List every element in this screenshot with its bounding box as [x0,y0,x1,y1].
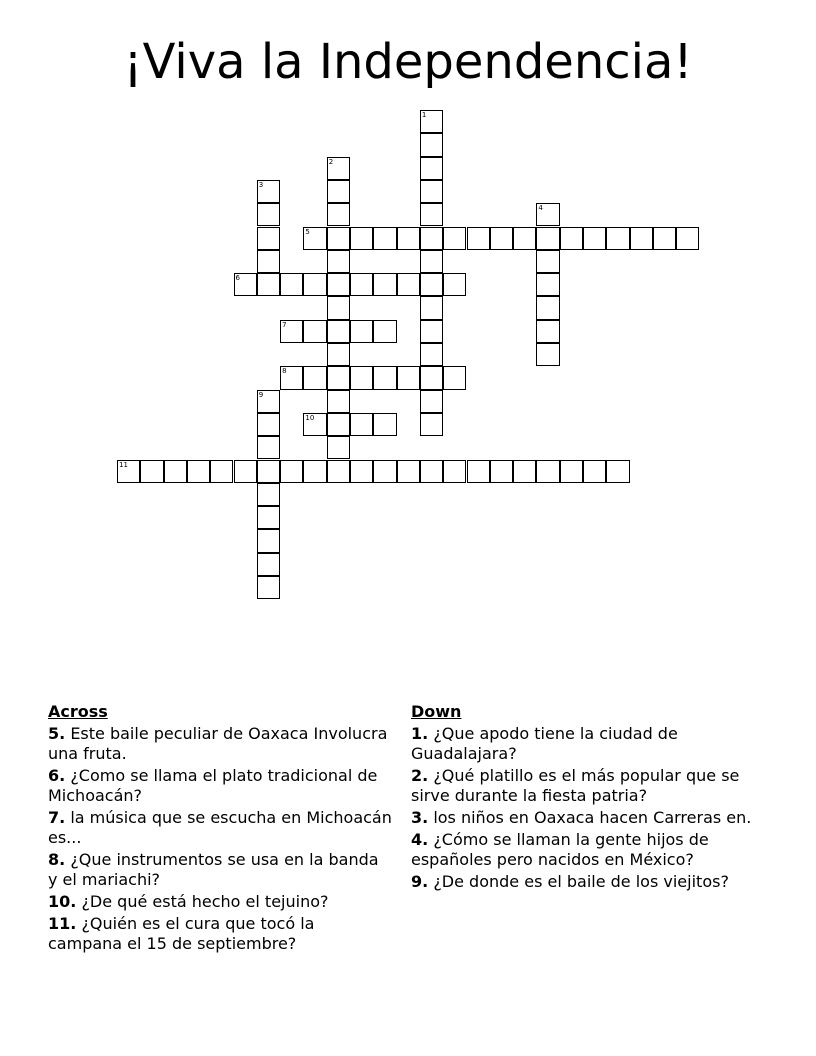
grid-cell [257,227,280,250]
grid-cell [140,460,163,483]
down-clue-4 [411,830,756,870]
grid-cell [303,413,326,436]
grid-cell [210,460,233,483]
down-heading: Down [411,702,462,721]
grid-cell [303,460,326,483]
across-heading: Across [48,702,108,721]
grid-cell [397,366,420,389]
grid-cell [303,366,326,389]
grid-cell [536,227,559,250]
grid-cell [327,366,350,389]
clue-text: ¿De qué está hecho el tejuino? [81,892,329,911]
grid-cell [350,227,373,250]
cell-number: 8 [282,367,287,376]
grid-cell [373,227,396,250]
across-clue-5 [48,724,393,764]
clue-number: 2. [411,766,429,785]
cell-number: 3 [258,180,264,189]
grid-cell [443,366,466,389]
grid-cell [373,320,396,343]
grid-cell [420,250,443,273]
grid-cell [257,413,280,436]
clue-number: 7. [48,808,66,827]
grid-cell [280,320,303,343]
grid-cell [280,366,303,389]
grid-cell [420,227,443,250]
grid-cell [467,227,490,250]
clue-number: 1. [411,724,429,743]
grid-cell [560,227,583,250]
grid-cell [257,250,280,273]
clue-text: ¿De donde es el baile de los viejitos? [433,872,729,891]
grid-cell [536,460,559,483]
across-clues [48,702,393,956]
grid-cell [513,227,536,250]
cell-number: 9 [258,390,264,399]
grid-cell [257,483,280,506]
grid-cell [630,227,653,250]
down-clue-9 [411,872,756,892]
grid-cell [536,320,559,343]
grid-cell [257,390,280,413]
across-clue-6 [48,766,393,806]
grid-cell [420,320,443,343]
grid-cell [257,553,280,576]
grid-cell [327,296,350,319]
down-clue-3 [411,808,756,828]
grid-cell [327,390,350,413]
cell-number: 4 [538,204,543,213]
grid-cell [606,227,629,250]
grid-cell [303,227,326,250]
grid-cell [234,460,257,483]
grid-cell [327,157,350,180]
grid-cell [420,203,443,226]
grid-cell [350,413,373,436]
grid-cell [373,366,396,389]
clue-number: 8. [48,850,66,869]
clue-text: ¿Que apodo tiene la ciudad de Guadalajara? [411,724,678,763]
grid-cell [257,436,280,459]
down-clues [411,702,756,894]
down-clue-1 [411,724,756,764]
grid-cell [583,227,606,250]
grid-cell [443,227,466,250]
cell-number: 2 [328,157,334,166]
grid-cell [327,227,350,250]
cell-number: 10 [305,413,315,422]
grid-cell [676,227,699,250]
grid-cell [420,296,443,319]
grid-cell [257,273,280,296]
clue-text: ¿Como se llama el plato tradicional de Michoacán? [48,766,378,805]
grid-cell [653,227,676,250]
grid-cell [327,180,350,203]
grid-cell [257,203,280,226]
grid-cell [327,250,350,273]
grid-cell [560,460,583,483]
clue-number: 9. [411,872,429,891]
grid-cell [443,273,466,296]
grid-cell [327,460,350,483]
grid-cell [606,460,629,483]
grid-cell [490,460,513,483]
grid-cell [187,460,210,483]
grid-cell [350,460,373,483]
cell-number: 1 [421,111,427,119]
across-clue-7 [48,808,393,848]
grid-cell [257,576,280,599]
clue-text: la música que se escucha en Michoacán es... [48,808,392,847]
grid-cell [327,413,350,436]
cell-number: 6 [235,274,240,283]
across-clue-10 [48,892,393,912]
grid-cell [536,203,559,226]
grid-cell [420,273,443,296]
grid-cell [420,110,443,133]
grid-cell [513,460,536,483]
grid-cell [373,460,396,483]
grid-cell [397,227,420,250]
grid-cell [327,203,350,226]
clue-number: 4. [411,830,429,849]
clue-number: 6. [48,766,66,785]
grid-cell [257,180,280,203]
grid-cell [536,250,559,273]
grid-cell [350,366,373,389]
grid-cell [583,460,606,483]
grid-cell [443,460,466,483]
clue-number: 10. [48,892,77,911]
grid-cell [280,273,303,296]
grid-cell [397,460,420,483]
grid-cell [350,273,373,296]
grid-cell [117,460,140,483]
cell-number: 5 [305,227,310,236]
grid-cell [327,436,350,459]
cell-number: 11 [119,460,128,469]
grid-cell [257,506,280,529]
grid-cell [257,460,280,483]
grid-cell [280,460,303,483]
across-clue-11 [48,914,393,954]
grid-cell [467,460,490,483]
grid-cell [164,460,187,483]
clue-number: 3. [411,808,429,827]
grid-cell [397,273,420,296]
clue-text: ¿Cómo se llaman la gente hijos de españoles pero nacidos en México? [411,830,709,869]
clue-number: 5. [48,724,66,743]
grid-cell [420,157,443,180]
clue-text: Este baile peculiar de Oaxaca Involucra una fruta. [48,724,388,763]
cell-number: 7 [282,320,287,329]
grid-cell [536,343,559,366]
grid-cell [420,180,443,203]
grid-cell [420,390,443,413]
grid-cell [420,413,443,436]
grid-cell [490,227,513,250]
clue-text: ¿Quién es el cura que tocó la campana el 15 de septiembre? [48,914,315,953]
grid-cell [373,273,396,296]
clue-number: 11. [48,914,77,933]
grid-cell [327,273,350,296]
grid-cell [420,366,443,389]
down-clue-2 [411,766,756,806]
grid-cell [303,273,326,296]
clue-text: los niños en Oaxaca hacen Carreras en. [433,808,752,827]
grid-cell [536,273,559,296]
grid-cell [327,320,350,343]
clue-text: ¿Que instrumentos se usa en la banda y el mariachi? [48,850,379,889]
grid-cell [373,413,396,436]
grid-cell [420,133,443,156]
grid-cell [234,273,257,296]
page-title: ¡Viva la Independencia! [123,34,693,90]
grid-cell [350,320,373,343]
grid-cell [303,320,326,343]
grid-cell [536,296,559,319]
grid-cell [420,460,443,483]
grid-cell [257,529,280,552]
clue-text: ¿Qué platillo es el más popular que se sirve durante la fiesta patria? [411,766,740,805]
grid-cell [327,343,350,366]
across-clue-8 [48,850,393,890]
grid-cell [420,343,443,366]
